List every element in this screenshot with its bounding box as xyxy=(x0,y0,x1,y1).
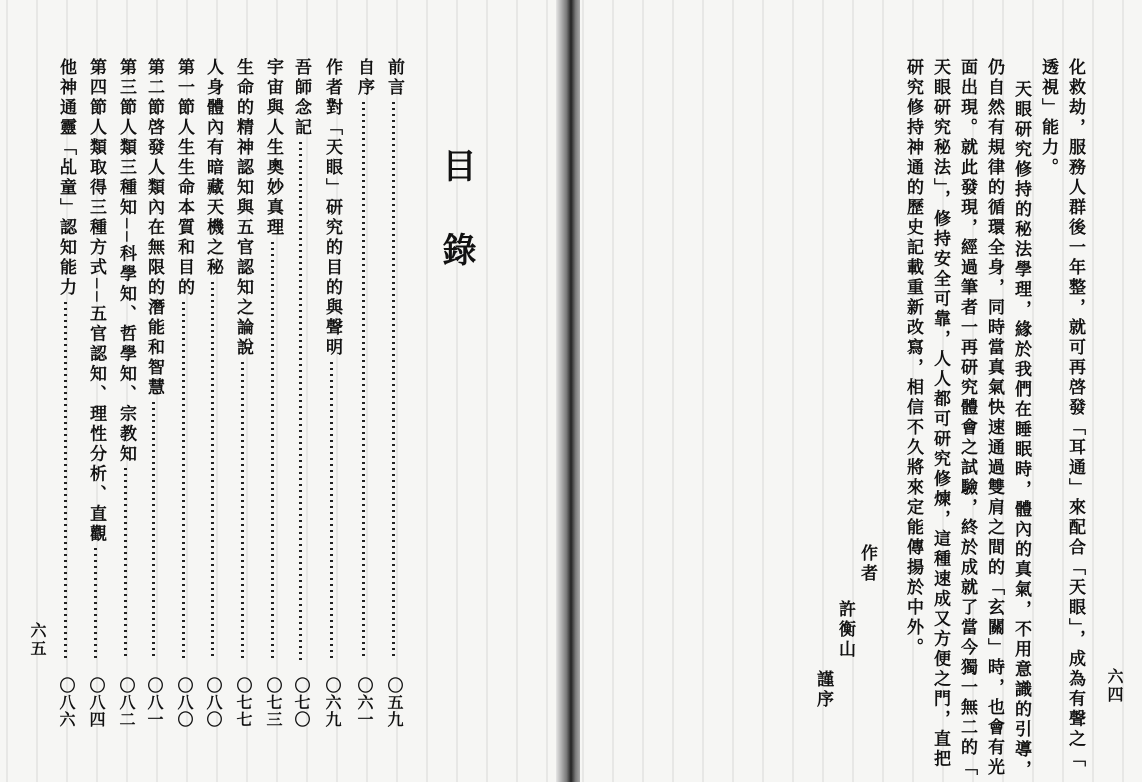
toc-leader-dots xyxy=(182,302,185,660)
toc-entry-title: 人身體內有暗藏天機之秘 xyxy=(203,58,223,278)
preface-text-column: 仍自然有規律的循環全身，同時當真氣快速通過雙肩之間的「玄關」時，也會有光 xyxy=(984,58,1004,778)
toc-entry xyxy=(321,58,343,728)
toc-entry xyxy=(290,58,312,728)
toc-leader-dots xyxy=(299,142,302,660)
toc-leader-dots xyxy=(362,102,365,660)
toc-entry-title: 第三節人類三種知──科學知、哲學知、宗教知 xyxy=(116,58,136,465)
toc-entry xyxy=(262,58,284,728)
toc-entry-title: 第二節啓發人類內在無限的潛能和智慧 xyxy=(144,58,164,398)
right-page xyxy=(580,0,1142,782)
preface-text-column: 透視」能力。 xyxy=(1038,58,1058,178)
toc-entry-page: 〇八一 xyxy=(145,677,164,728)
toc-entry xyxy=(55,58,77,728)
toc-entry xyxy=(85,58,107,728)
toc-leader-dots xyxy=(330,362,333,660)
toc-entry-page: 〇六一 xyxy=(355,677,374,728)
toc-entry-title: 宇宙與人生奧妙真理 xyxy=(263,58,283,238)
toc-entry xyxy=(202,58,224,728)
left-page-number: 六五 xyxy=(28,622,47,658)
toc-leader-dots xyxy=(64,302,67,660)
preface-text-column: 面出現。就此發現，經過筆者一再研究體會之試驗，終於成就了當今獨一無二的「 xyxy=(957,58,977,778)
toc-leader-dots xyxy=(94,548,97,660)
left-page xyxy=(0,0,566,782)
toc-entry-title: 第一節人生生命本質和目的 xyxy=(174,58,194,298)
toc-entry xyxy=(383,58,405,728)
toc-entry-page: 〇八〇 xyxy=(175,677,194,728)
toc-entry-page: 〇七七 xyxy=(234,677,253,728)
toc-entry-page: 〇八二 xyxy=(117,677,136,728)
toc-leader-dots xyxy=(152,402,155,660)
toc-leader-dots xyxy=(392,102,395,660)
signature-suffix: 謹序 xyxy=(813,670,833,710)
toc-heading: 目錄 xyxy=(436,148,476,316)
toc-entry-page: 〇七三 xyxy=(264,677,283,728)
toc-entry-title: 自序 xyxy=(354,58,374,98)
toc-entry-page: 〇八〇 xyxy=(204,677,223,728)
toc-entry xyxy=(115,58,137,728)
toc-entry-title: 作者對「天眼」研究的目的與聲明 xyxy=(322,58,342,358)
toc-leader-dots xyxy=(211,282,214,660)
toc-entry-title: 前言 xyxy=(384,58,404,98)
toc-entry xyxy=(353,58,375,728)
toc-entry-page: 〇六九 xyxy=(323,677,342,728)
toc-entry xyxy=(143,58,165,728)
toc-entry-page: 〇八四 xyxy=(87,677,106,728)
toc-leader-dots xyxy=(124,468,127,660)
toc-entry-page: 〇八六 xyxy=(57,677,76,728)
preface-text-column: 化救劫，服務人群後一年整，就可再啓發「耳通」來配合「天眼」，成為有聲之「 xyxy=(1065,58,1085,770)
toc-entry-title: 吾師念記 xyxy=(291,58,311,138)
preface-text-column: 研究修持神通的歷史記載重新改寫，相信不久將來定能傳揚於中外。 xyxy=(903,58,923,658)
toc-leader-dots xyxy=(241,362,244,660)
toc-entry-page: 〇五九 xyxy=(385,677,404,728)
toc-entry-title: 生命的精神認知與五官認知之論說 xyxy=(233,58,253,358)
toc-entry xyxy=(232,58,254,728)
preface-text-column: 天眼研究秘法」，修持安全可靠，人人都可研究修煉，這種速成又方便之門，直把 xyxy=(930,58,950,770)
toc-entry-page: 〇七〇 xyxy=(292,677,311,728)
preface-text-column: 天眼研究修持的秘法學理，緣於我們在睡眠時，體內的真氣，不用意識的引導， xyxy=(1011,80,1031,780)
right-page-number: 六四 xyxy=(1105,668,1124,704)
signature-name: 許衡山 xyxy=(835,600,855,660)
toc-entry-title: 第四節人類取得三種方式──五官認知、理性分析、直觀 xyxy=(86,58,106,545)
toc-leader-dots xyxy=(271,242,274,660)
toc-entry xyxy=(173,58,195,728)
signature-label: 作者 xyxy=(857,544,877,584)
toc-entry-title: 他神通靈「乩童」認知能力 xyxy=(56,58,76,298)
